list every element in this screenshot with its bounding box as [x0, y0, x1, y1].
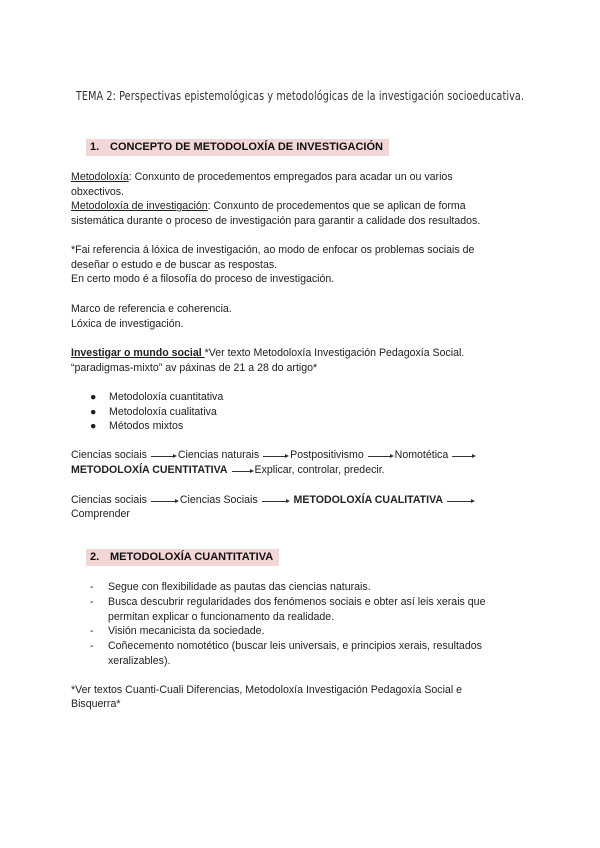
- arrow-right-icon: [262, 496, 290, 504]
- list-item-label: xeralizables).: [108, 655, 171, 667]
- chain-term: Ciencias Sociais: [179, 494, 258, 506]
- list-item-label: Busca descubrir regularidades dos fenómenos sociais e obter así leis xerais que: [108, 596, 486, 608]
- dash-icon: -: [90, 581, 94, 593]
- dash-icon: -: [90, 625, 94, 637]
- chain-term: Explicar, controlar, predecir.: [254, 464, 385, 476]
- bullet-icon: ●: [90, 420, 97, 432]
- definition-text: : Conxunto de procedementos empregados para acadar un ou varios: [128, 171, 453, 183]
- footnote-line: Bisquerra*: [71, 698, 121, 710]
- investigar-line-cont: “paradigmas-mixto” av páxinas de 21 a 28 do artigo*: [71, 362, 318, 374]
- chain-2-line: [71, 493, 476, 508]
- arrow-right-icon: [452, 451, 476, 459]
- section-2-title: METODOLOXÍA CUANTITATIVA: [110, 551, 274, 563]
- definition-metodoloxia-investigacion-cont: sistemática durante o proceso de investigación para garantir a calidade dos resultados.: [71, 215, 481, 227]
- list-item-label: permitan explicar o funcionamento da realidade.: [108, 611, 335, 623]
- section-1-number: 1.: [90, 141, 100, 153]
- arrow-right-icon: [447, 496, 475, 504]
- footnote-line: *Ver textos Cuanti-Cuali Diferencias, Metodoloxía Investigación Pedagoxía Social e: [71, 684, 463, 696]
- list-item-label: Coñecemento nomotético (buscar leis universais, e principios xerais, resultados: [108, 640, 482, 652]
- chain-1-line: [71, 448, 477, 463]
- bullet-icon: ●: [90, 391, 97, 403]
- dash-icon: -: [90, 596, 94, 608]
- definition-metodoloxia: [71, 170, 453, 185]
- definition-text: : Conxunto de procedementos que se aplican de forma: [207, 200, 466, 212]
- chain-term: Ciencias naturais: [177, 449, 260, 461]
- list-item-label: Métodos mixtos: [109, 420, 184, 432]
- arrow-right-icon: [232, 466, 254, 474]
- arrow-right-icon: [151, 451, 177, 459]
- investigar-line: [71, 346, 464, 361]
- arrow-right-icon: [368, 451, 394, 459]
- chain-term: Nomotética: [394, 449, 449, 461]
- term-metodoloxia-investigacion: Metodoloxía de investigación: [71, 200, 208, 212]
- arrow-right-icon: [151, 496, 179, 504]
- loxica-investigacion: Lóxica de investigación.: [71, 318, 184, 330]
- section-1-title: CONCEPTO DE METODOLOXÍA DE INVESTIGACIÓN: [110, 141, 383, 153]
- list-item-label: Metodoloxía cualitativa: [109, 406, 217, 418]
- term-investigar-mundo-social: Investigar o mundo social: [71, 347, 205, 359]
- dash-icon: -: [90, 640, 94, 652]
- chain-term-bold: METODOLOXÍA CUENTITATIVA: [71, 464, 228, 476]
- marco-referencia: Marco de referencia e coherencia.: [71, 303, 232, 315]
- chain-term-bold: METODOLOXÍA CUALITATIVA: [293, 494, 444, 506]
- bullet-icon: ●: [90, 406, 97, 418]
- note-line: En certo modo é a filosofía do proceso de investigación.: [71, 273, 335, 285]
- document-title: TEMA 2: Perspectivas epistemológicas y metodológicas de la investigación socioeducativa.: [75, 88, 525, 103]
- arrow-right-icon: [263, 451, 289, 459]
- investigar-text: *Ver texto Metodoloxía Investigación Pedagoxía Social.: [204, 347, 465, 359]
- list-item-label: Metodoloxía cuantitativa: [109, 391, 224, 403]
- section-2-heading: [86, 549, 279, 566]
- definition-metodoloxia-investigacion: [71, 199, 466, 214]
- list-item-label: Visión mecanicista da sociedade.: [108, 625, 265, 637]
- note-line: deseñar o estudo e de buscar as respostas.: [71, 259, 278, 271]
- chain-term: Postpositivismo: [290, 449, 364, 461]
- section-2-number: 2.: [90, 551, 100, 563]
- chain-term: Ciencias sociais: [71, 449, 147, 461]
- chain-2-line-cont: Comprender: [71, 508, 130, 520]
- term-metodoloxia: Metodoloxía: [71, 171, 129, 183]
- chain-term: Ciencias sociais: [71, 494, 147, 506]
- note-line: *Fai referencia á lóxica de investigación, ao modo de enfocar os problemas sociais de: [71, 244, 475, 256]
- definition-metodoloxia-cont: obxectivos.: [71, 186, 124, 198]
- list-item-label: Segue con flexibilidade as pautas das ciencias naturais.: [108, 581, 371, 593]
- section-1-heading: [86, 139, 389, 156]
- chain-1-line-cont: [71, 463, 385, 478]
